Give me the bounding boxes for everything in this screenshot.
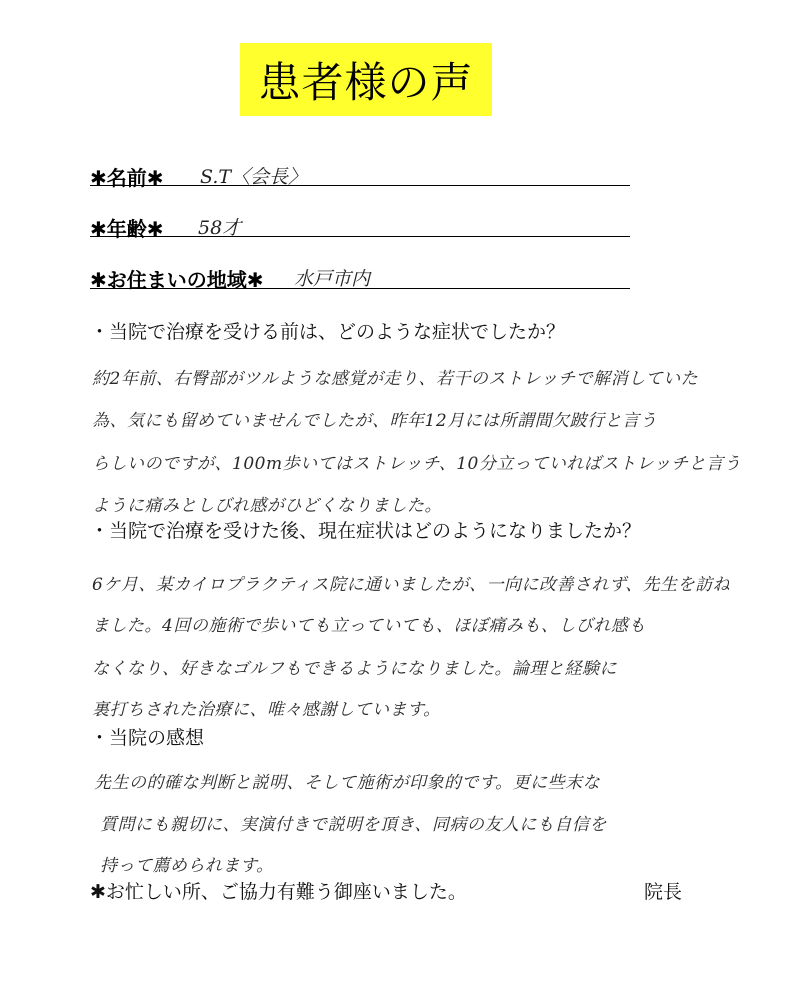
question-1: ・当院で治療を受ける前は、どのような症状でしたか？: [90, 321, 566, 343]
answer-2-line: なくなり、好きなゴルフもできるようになりました。論理と経験に: [92, 659, 617, 679]
answer-1-line: 約2年前、右臀部がツルような感覚が走り、若干のストレッチで解消していた: [92, 369, 699, 389]
area-label: ✱お住まいの地域✱: [90, 268, 264, 292]
area-underline: [90, 288, 630, 289]
answer-3-line: 質問にも親切に、実演付きで説明を頂き、同病の友人にも自信を: [100, 815, 607, 835]
answer-2-line: ました。4回の施術で歩いても立っていても、ほぼ痛みも、しびれ感も: [92, 616, 646, 636]
age-label: ✱年齢✱: [90, 217, 164, 241]
name-underline: [90, 185, 630, 186]
name-label: ✱名前✱: [90, 166, 164, 190]
page-title: 患者様の声: [258, 57, 474, 107]
answer-1-line: らしいのですが、100m歩いてはストレッチ、10分立っていればストレッチと言う: [92, 454, 742, 474]
answer-3-line: 持って薦められます。: [100, 856, 274, 876]
age-value: 58才: [198, 217, 242, 239]
name-value: S.T〈会長〉: [200, 166, 308, 188]
question-3: ・当院の感想: [90, 727, 205, 749]
title-banner: [240, 43, 492, 116]
area-value: 水戸市内: [294, 268, 371, 290]
answer-3-line: 先生の的確な判断と説明、そして施術が印象的です。更に些末な: [94, 773, 601, 793]
answer-2-line: 裏打ちされた治療に、唯々感謝しています。: [92, 700, 441, 720]
question-2: ・当院で治療を受けた後、現在症状はどのようになりましたか？: [90, 520, 642, 542]
director-signature: 院長: [644, 881, 683, 903]
age-underline: [90, 236, 630, 237]
answer-2-line: 6ケ月、某カイロプラクティス院に通いましたが、一向に改善されず、先生を訪ね: [92, 575, 731, 595]
answer-1-line: 為、気にも留めていませんでしたが、昨年12月には所謂間欠跛行と言う: [92, 411, 658, 431]
answer-1-line: ように痛みとしびれ感がひどくなりました。: [92, 496, 442, 516]
closing-message: ✱お忙しい所、ご協力有難う御座いました。: [90, 881, 467, 903]
